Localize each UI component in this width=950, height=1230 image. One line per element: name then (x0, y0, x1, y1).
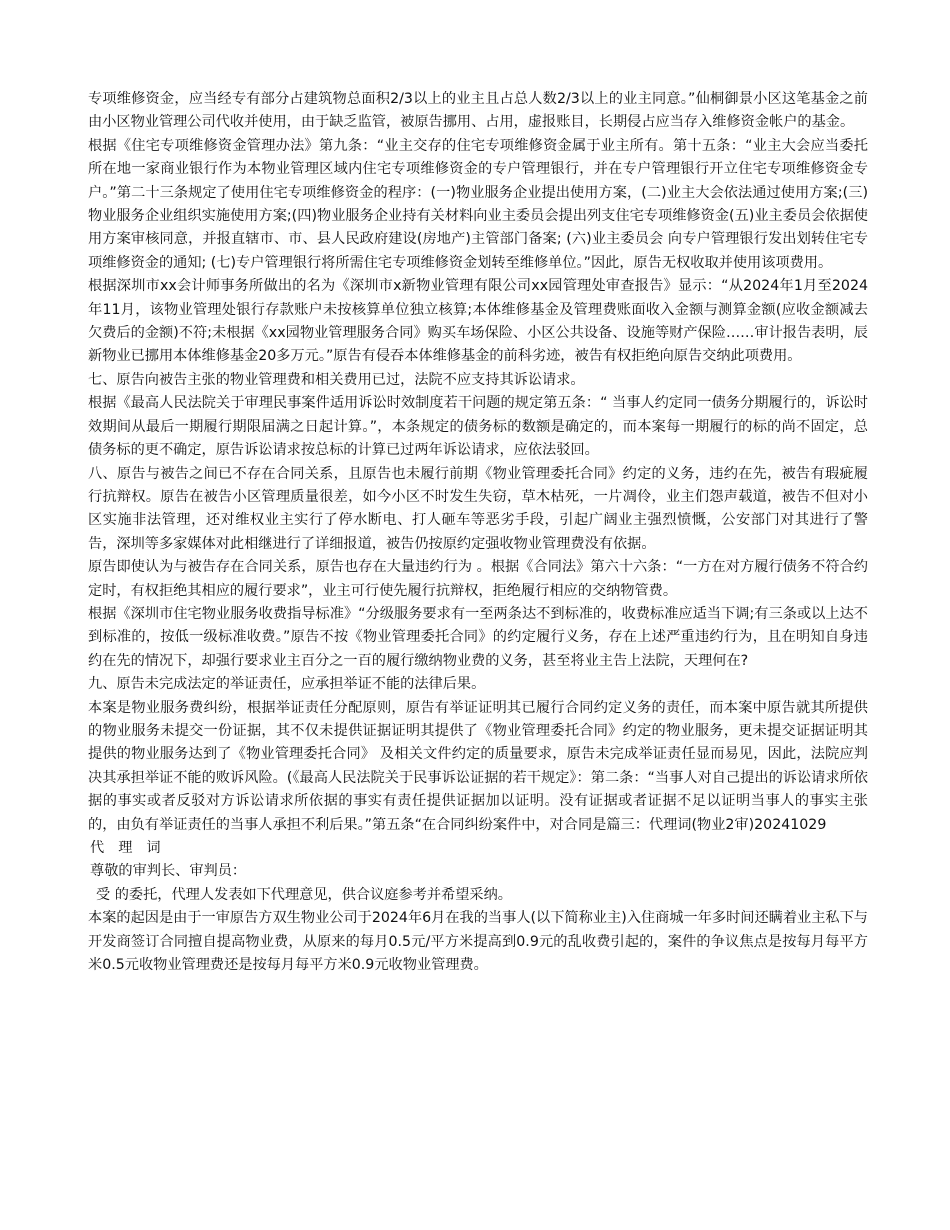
paragraph-case-origin: 本案的起因是由于一审原告方双生物业公司于2024年6月在我的当事人(以下简称业主)入住商城一年多时间还瞒着业主私下与开发商签订合同擅自提高物业费，从原来的每月0.5元/平方米提高到0.9元的乱收费引起的，案件的争议焦点是按每月每平方米0.5元收物业管理费还是按每月每平方米0.9元收物业管理费。 (88, 910, 868, 974)
paragraph-breach-defense: 原告即使认为与被告存在合同关系，原告也存在大量违约行为 。根据《合同法》第六十六条：“一方在对方履行债务不符合约定时，有权拒绝其相应的履行要求”，业主可行使先履行抗辩权，拒绝履行相应的交纳物管费。 (88, 559, 868, 599)
paragraph-point-eight: 八、原告与被告之间已不存在合同关系，且原告也未履行前期《物业管理委托合同》约定的义务，违约在先，被告有瑕疵履行抗辩权。原告在被告小区管理质量很差，如今小区不时发生失窃，草木枯死，一片凋伶，业主们怨声载道，被告不但对小区实施非法管理，还对维权业主实行了停水断电、打人砸车等恶劣手段，引起广阔业主强烈愤慨，公安部门对其进行了警告，深圳等多家媒体对此相继进行了详细报道，被告仍按原约定强收物业管理费没有依据。 (88, 465, 868, 552)
paragraph-audit-report: 根据深圳市xx会计师事务所做出的名为《深圳市x新物业管理有限公司xx园管理处审查报告》显示：“从2024年1月至2024年11月，该物业管理处银行存款账户未按核算单位独立核算;本体维修基金及管理费账面收入金额与测算金额(应收金额减去欠费后的金额)不符;未根据《xx园物业管理服务合同》购买车场保险、小区公共设备、设施等财产保险……审计报告表明，辰新物业已挪用本体维修基金20多万元。”原告有侵吞本体维修基金的前科劣迹，被告有权拒绝向原告交纳此项费用。 (88, 278, 868, 365)
paragraph-fee-standard: 根据《深圳市住宅物业服务收费指导标准》“分级服务要求有一至两条达不到标准的，收费标准应适当下调;有三条或以上达不到标准的，按低一级标准收费。”原告不按《物业管理委托合同》的约定履行义务，存在上述严重违约行为，且在明知自身违约在先的情况下，却强行要求业主百分之一百的履行缴纳物业费的义务，甚至将业主告上法院，天理何在? (88, 605, 868, 669)
paragraph-limitation-period: 根据《最高人民法院关于审理民事案件适用诉讼时效制度若干问题的规定第五条：“ 当事人约定同一债务分期履行的，诉讼时效期间从最后一期履行期限届满之日起计算。”，本条规定的债务标的数额是确定的，而本案每一期履行的标的尚不固定，总债务标的更不确定，原告诉讼请求按总标的计算已过两年诉讼请求，应依法驳回。 (88, 395, 868, 459)
paragraph-maintenance-fund: 专项维修资金，应当经专有部分占建筑物总面积2/3以上的业主且占总人数2/3以上的业主同意。”仙桐御景小区这笔基金之前由小区物业管理公司代收并使用，由于缺乏监管，被原告挪用、占用，虚报账目，长期侵占应当存入维修资金帐户的基金。 (88, 91, 868, 131)
heading-point-nine: 九、原告未完成法定的举证责任，应承担举证不能的法律后果。 (88, 676, 486, 693)
section-title: 代理词 (90, 840, 175, 856)
salutation: 尊敬的审判长、审判员： (90, 863, 247, 880)
heading-point-seven: 七、原告向被告主张的物业管理费和相关费用已过，法院不应支持其诉讼请求。 (88, 371, 585, 388)
paragraph-regulation-article: 根据《住宅专项维修资金管理办法》第九条：“业主交存的住宅专项维修资金属于业主所有。第十五条：“业主大会应当委托所在地一家商业银行作为本物业管理区域内住宅专项维修资金的专户管理银行，并在专户管理银行开立住宅专项维修资金专户。”第二十三条规定了使用住宅专项维修资金的程序：(一)物业服务企业提出使用方案，(二)业主大会依法通过使用方案;(三)物业服务企业组织实施使用方案;(四)物业服务企业持有关材料向业主委员会提出列支住宅专项维修资金(五)业主委员会依据使用方案审核同意，并报直辖市、市、县人民政府建设(房地产)主管部门备案; (六)业主委员会 向专户管理银行发出划转住宅专项维修资金的通知; (七)专户管理银行将所需住宅专项维修资金划转至维修单位。”因此，原告无权收取并使用该项费用。 (88, 137, 868, 271)
opening-statement: 受 的委托，代理人发表如下代理意见，供合议庭参考并希望采纳。 (96, 886, 512, 903)
paragraph-burden-of-proof: 本案是物业服务费纠纷，根据举证责任分配原则，原告有举证证明其已履行合同约定义务的责任，而本案中原告就其所提供的物业服务未提交一份证据，其不仅未提供证据证明其提供了《物业管理委托合同》约定的物业服务，更未提交证据证明其提供的物业服务达到了《物业管理委托合同》 及相关文件约定的质量要求，原告未完成举证责任显而易见，因此，法院应判决其承担举证不能的败诉风险。(《最高人民法院关于民事诉讼证据的若干规定》：第二条：“当事人对自己提出的诉讼请求所依据的事实或者反驳对方诉讼请求所依据的事实有责任提供证据加以证明。没有证据或者证据不足以证明当事人的事实主张的，由负有举证责任的当事人承担不利后果。”第五条“在合同纠纷案件中，对合同是篇三：代理词(物业2审)20241029 (88, 699, 868, 833)
document-page (88, 88, 868, 977)
